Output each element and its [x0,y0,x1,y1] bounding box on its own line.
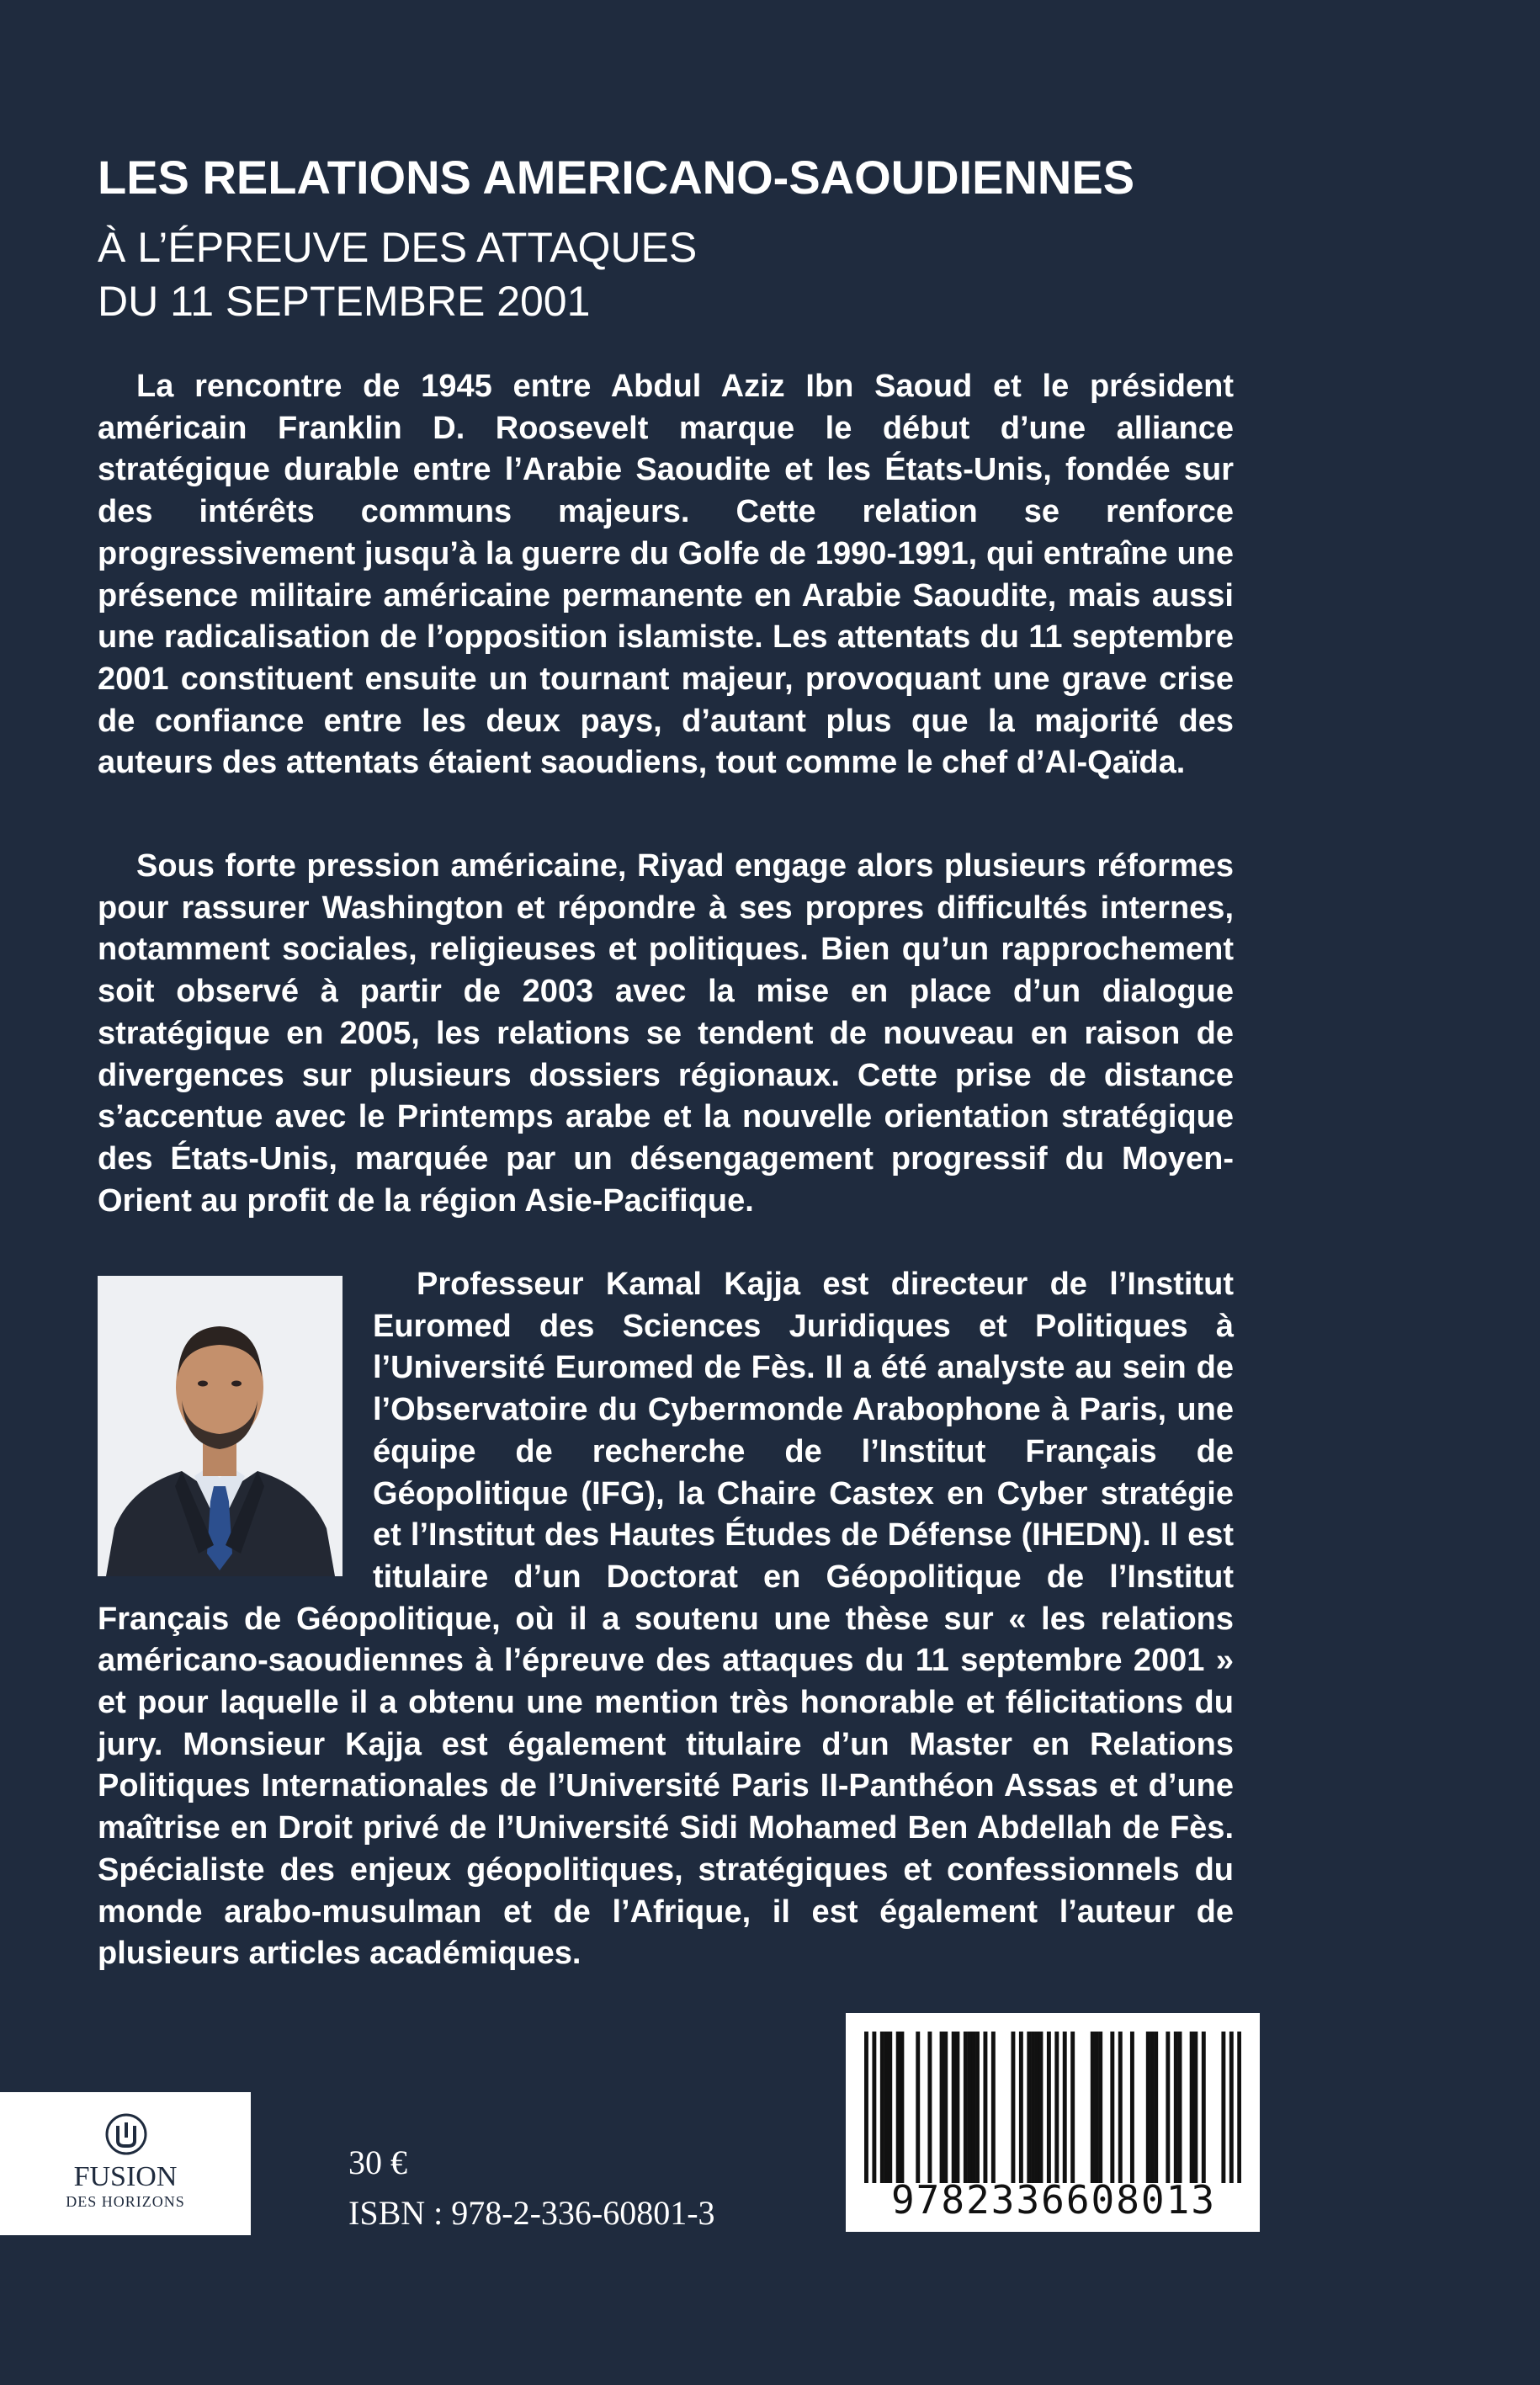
barcode-bar [1110,2032,1114,2183]
barcode-bar [872,2032,876,2183]
barcode-bar [916,2032,920,2183]
barcode-bar [1091,2032,1095,2183]
barcode-bar [927,2032,932,2183]
barcode-bar [1031,2032,1035,2183]
book-title: LES RELATIONS AMERICANO-SAOUDIENNES [98,151,1135,204]
barcode-bar [1237,2032,1241,2183]
summary-paragraph-2: Sous forte pression américaine, Riyad engage alors plusieurs réformes pour rassurer Washington et répondre à ses propres difficultés internes, notamment sociales, religieuses et politiques. Bien qu’un rapprochement soit observé à partir de 2003 avec la mise en place d’un dialogue stratégique en 2005, les relations se tendent de nouveau en raison de divergences sur plusieurs dossiers régionaux. Cette prise de distance s’accentue avec le Printemps arabe et la nouvelle orientation stratégique des États-Unis, marquée par un désengagement progressif du Moyen-Orient au profit de la région Asie-Pacifique. [98,848,1234,1219]
barcode-bar [971,2032,975,2183]
publisher-logo [0,2092,251,2235]
barcode-bar [1130,2032,1134,2183]
barcode-bar [1146,2032,1150,2183]
barcode-bar [900,2032,904,2183]
barcode-bar [1190,2032,1194,2183]
barcode-bar [1098,2032,1102,2183]
barcode-bar [1038,2032,1043,2183]
barcode-bar [1174,2032,1178,2183]
barcode-bar [1019,2032,1023,2183]
barcode-bar [1095,2032,1099,2183]
author-bio: Professeur Kamal Kajja est directeur de l’Institut Euromed des Sciences Juridiques et Politiques à l’Université Euromed de Fès. Il a été analyste au sein de l’Observatoire du Cybermonde Arabophone à Paris, une équipe de recherche de l’Institut Français de Géopolitique (IFG), la Chaire Castex en Cyber stratégie et l’Institut des Hautes Études de Défense (IHEDN). Il est titulaire d’un Doctorat en Géopolitique de l’Institut Français de Géopolitique, où il a soutenu une thèse sur « les relations américano-saoudiennes à l’épreuve des attaques du 11 septembre 2001 » et pour laquelle il a obtenu une mention très honorable et félicitations du jury. Monsieur Kajja est également titulaire d’un Master en Relations Politiques Internationales de l’Université Paris II-Panthéon Assas et d’une maîtrise en Droit privé de l’Université Sidi Mohamed Ben Abdellah de Fès. Spécialiste des enjeux géopolitiques, stratégiques et confessionnels du monde arabo-musulman et de l’Afrique, il est également l’auteur de plusieurs articles académiques. [98,1267,1234,1972]
barcode-bar [991,2032,996,2183]
author-photo [98,1276,343,1576]
subtitle-line-1: À L’ÉPREUVE DES ATTAQUES [98,224,698,271]
barcode-bar [1193,2032,1197,2183]
barcode-bar [1035,2032,1039,2183]
barcode-bar [1229,2032,1234,2183]
barcode-bar [896,2032,900,2183]
author-section [98,1264,1234,1975]
barcode-bar [1011,2032,1015,2183]
barcode-bar [1166,2032,1170,2183]
barcode-bar [952,2032,956,2183]
barcode-bar [1027,2032,1031,2183]
price: 30 € [348,2143,407,2181]
barcode-bar [864,2032,868,2183]
barcode-bar [1047,2032,1051,2183]
barcode-bar [1054,2032,1059,2183]
subtitle-line-2: DU 11 SEPTEMBRE 2001 [98,278,591,325]
barcode-bar [1154,2032,1158,2183]
book-subtitle [98,220,1107,328]
barcode-bar [1221,2032,1225,2183]
barcode-bar [1063,2032,1067,2183]
publisher-subname: DES HORIZONS [66,2193,185,2210]
barcode-bar [975,2032,980,2183]
barcode-digits: 9782336608013 [890,2177,1217,2223]
barcode-bar [955,2032,959,2183]
barcode-bar [1118,2032,1123,2183]
barcode [846,2013,1260,2232]
barcode-bar [1202,2032,1206,2183]
barcode-bar [983,2032,987,2183]
summary-paragraph-1: La rencontre de 1945 entre Abdul Aziz Ibn Saoud et le président américain Franklin D. Roosevelt marque le début d’une alliance stratégique durable entre l’Arabie Saoudite et les États-Unis, fondée sur des intérêts communs majeurs. Cette relation se renforce progressivement jusqu’à la guerre du Golfe de 1990-1991, qui entraîne une présence militaire américaine permanente en Arabie Saoudite, mais aussi une radicalisation de l’opposition islamiste. Les attentats du 11 septembre 2001 constituent ensuite un tournant majeur, provoquant une grave crise de confiance entre les deux pays, d’autant plus que la majorité des auteurs des attentats étaient saoudiens, tout comme le chef d’Al-Qaïda. [98,369,1234,781]
barcode-bars [864,2032,1241,2183]
barcode-bar [1150,2032,1155,2183]
barcode-bar [968,2032,972,2183]
fusion-des-horizons-logo-icon [104,2112,148,2156]
barcode-bar [1070,2032,1075,2183]
barcode-bar [964,2032,968,2183]
isbn: ISBN : 978-2-336-60801-3 [348,2194,715,2232]
author-portrait-icon [98,1276,343,1576]
barcode-bar [943,2032,948,2183]
publisher-name: FUSION [73,2161,178,2192]
barcode-bar [940,2032,944,2183]
barcode-bar [1178,2032,1182,2183]
barcode-bar [884,2032,889,2183]
barcode-bar [880,2032,884,2183]
barcode-bar [888,2032,892,2183]
